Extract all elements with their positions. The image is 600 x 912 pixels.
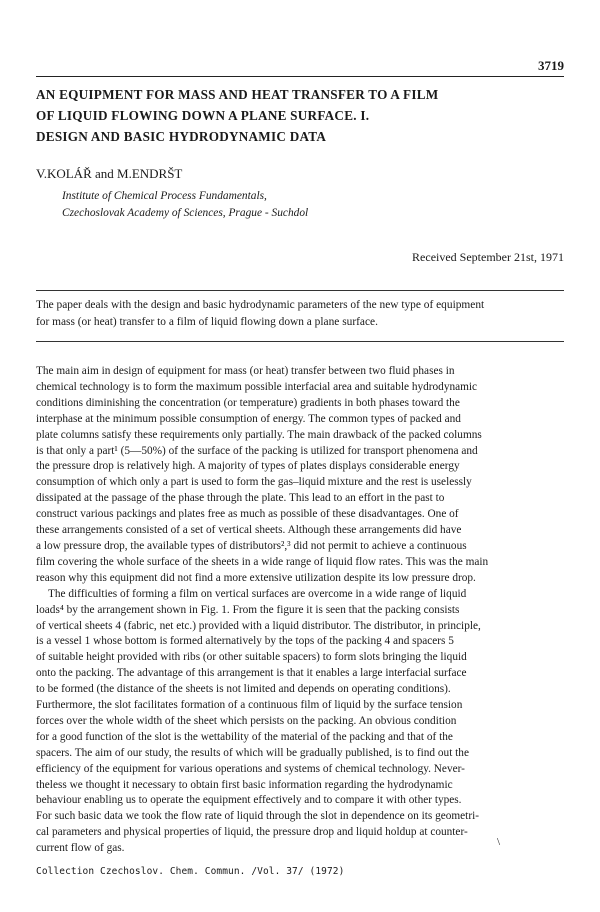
text-line: interphase at the minimum possible consumption of energy. The common types of packed and <box>36 412 461 425</box>
article-title <box>36 84 576 147</box>
text-line: is a vessel 1 whose bottom is formed alternatively by the tops of the packing 4 and spacers 5 <box>36 635 454 648</box>
text-line: chemical technology is to form the maximum possible interfacial area and suitable hydrodynamic <box>36 380 478 393</box>
text-line: the pressure drop is relatively high. A majority of types of plates displays considerable energy <box>36 460 460 473</box>
text-line: to be formed (the distance of the sheets is not limited and depends on operating conditions). <box>36 683 451 696</box>
text-line: construct various packings and plates free as much as possible of these disadvantages. One of <box>36 508 459 521</box>
paragraph-2 <box>36 587 564 857</box>
affiliation-line: Czechoslovak Academy of Sciences, Prague - Suchdol <box>62 207 309 219</box>
text-line: cal parameters and physical properties of liquid, the pressure drop and liquid holdup at counter- <box>36 826 468 839</box>
title-line: OF LIQUID FLOWING DOWN A PLANE SURFACE. I. <box>36 108 370 123</box>
text-line: The main aim in design of equipment for mass (or heat) transfer between two fluid phases in <box>36 365 455 377</box>
text-line: loads⁴ by the arrangement shown in Fig. 1. From the figure it is seen that the packing consists <box>36 603 460 616</box>
text-line: spacers. The aim of our study, the results of which will be gradually published, is to find out the <box>36 746 469 759</box>
header-rule <box>36 76 564 77</box>
text-line: for a good function of the slot is the wettability of the material of the packing and that of the <box>36 730 453 743</box>
text-line: conditions diminishing the concentration (or temperature) gradients in both phases toward the <box>36 396 460 409</box>
text-line: dissipated at the passage of the phase through the plate. This lead to an effort in the past to <box>36 492 445 505</box>
text-line: is that only a part¹ (5—50%) of the surface of the packing is utilized for transport phenomena and <box>36 444 478 457</box>
text-line: efficiency of the equipment for various operations and systems of chemical technology. Never- <box>36 762 465 775</box>
text-line: reason why this equipment did not find a more extensive utilization despite its low pressure drop. <box>36 571 476 584</box>
abstract-line: The paper deals with the design and basic hydrodynamic parameters of the new type of equipment <box>36 299 485 311</box>
text-line: behaviour enabling us to operate the equipment effectively and to compare it with other types. <box>36 794 462 807</box>
text-line: current flow of gas. <box>36 842 125 855</box>
stray-mark: \ <box>497 836 501 848</box>
text-line: plate columns satisfy these requirements only partially. The main drawback of the packed columns <box>36 428 482 441</box>
text-line: of suitable height provided with ribs (or other suitable spacers) to form slots bringing the liquid <box>36 651 467 664</box>
abstract-line: for mass (or heat) transfer to a film of liquid flowing down a plane surface. <box>36 316 378 328</box>
title-line: AN EQUIPMENT FOR MASS AND HEAT TRANSFER TO A FILM <box>36 87 439 102</box>
text-line: a low pressure drop, the available types of distributors²,³ did not permit to achieve a continuous <box>36 539 467 552</box>
authors: V.KOLÁŘ and M.ENDRŠT <box>36 166 183 181</box>
affiliation-line: Institute of Chemical Process Fundamentals, <box>62 190 267 202</box>
text-line: theless we thought it necessary to obtain first basic information regarding the hydrodynamic <box>36 778 453 791</box>
abstract-top-rule <box>36 290 564 291</box>
abstract-bottom-rule <box>36 341 564 342</box>
page-number: 3719 <box>538 58 564 73</box>
text-line: these arrangements consisted of a set of vertical sheets. Although these arrangements did have <box>36 524 462 537</box>
received-date: Received September 21st, 1971 <box>412 250 564 264</box>
title-line: DESIGN AND BASIC HYDRODYNAMIC DATA <box>36 129 327 144</box>
abstract <box>36 297 564 331</box>
text-line: of vertical sheets 4 (fabric, net etc.) provided with a liquid distributor. The distributor, in principle, <box>36 619 481 632</box>
text-line: forces over the whole width of the sheet which persists on the packing. An obvious condition <box>36 714 457 727</box>
text-line: film covering the whole surface of the sheets in a wide range of liquid flow rates. This was the main <box>36 555 489 568</box>
text-line: Furthermore, the slot facilitates formation of a continuous film of liquid by the surface tension <box>36 699 463 712</box>
journal-footer: Collection Czechoslov. Chem. Commun. /Vol. 37/ (1972) <box>36 866 345 877</box>
text-line: consumption of which only a part is used to form the gas–liquid mixture and the rest is uselessly <box>36 476 472 489</box>
affiliation <box>62 188 308 222</box>
text-line: For such basic data we took the flow rate of liquid through the slot in dependence on its geometri- <box>36 810 479 823</box>
body-text <box>36 364 564 857</box>
text-line: onto the packing. The advantage of this arrangement is that it enables a large interfacial surface <box>36 667 467 680</box>
paragraph-1 <box>36 364 564 587</box>
text-line: The difficulties of forming a film on vertical surfaces are overcome in a wide range of liquid <box>48 587 467 600</box>
